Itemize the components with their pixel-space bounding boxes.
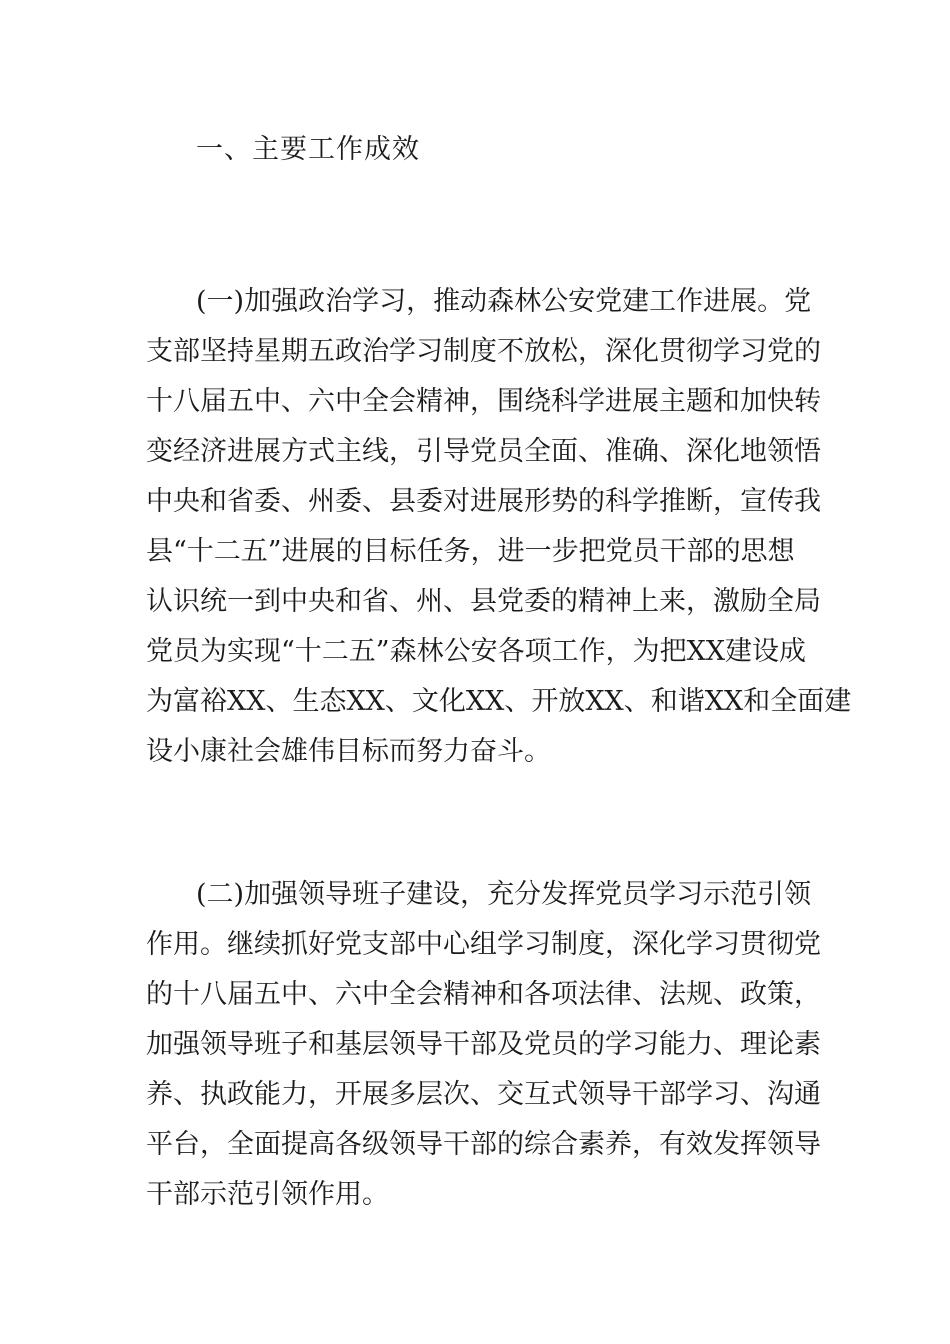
paragraph-line: 加强领导班子和基层领导干部及党员的学习能力、理论素 xyxy=(146,1029,821,1060)
paragraph-line: 为富裕XX、生态XX、文化XX、开放XX、和谐XX和全面建 xyxy=(146,686,852,717)
paragraph-line: 党员为实现“十二五”森林公安各项工作，为把XX建设成 xyxy=(146,636,807,667)
paragraph-line: (二)加强领导班子建设，充分发挥党员学习示范引领 xyxy=(196,879,812,910)
paragraph-line: 认识统一到中央和省、州、县党委的精神上来，激励全局 xyxy=(146,586,821,617)
paragraph-leadership-building xyxy=(0,870,950,1220)
paragraph-line: 县“十二五”进展的目标任务，进一步把党员干部的思想 xyxy=(146,536,795,567)
paragraph-line: 支部坚持星期五政治学习制度不放松，深化贯彻学习党的 xyxy=(146,336,821,367)
paragraph-line: 的十八届五中、六中全会精神和各项法律、法规、政策， xyxy=(146,979,821,1010)
paragraph-line: 作用。继续抓好党支部中心组学习制度，深化学习贯彻党 xyxy=(146,929,821,960)
paragraph-line: 设小康社会雄伟目标而努力奋斗。 xyxy=(146,736,551,767)
paragraph-line: 干部示范引领作用。 xyxy=(146,1179,389,1210)
paragraph-line: 中央和省委、州委、县委对进展形势的科学推断，宣传我 xyxy=(146,486,821,517)
paragraph-line: 变经济进展方式主线，引导党员全面、准确、深化地领悟 xyxy=(146,436,821,467)
paragraph-line: 平台，全面提高各级领导干部的综合素养，有效发挥领导 xyxy=(146,1129,821,1160)
paragraph-political-study xyxy=(0,277,950,777)
paragraph-line: 养、执政能力，开展多层次、交互式领导干部学习、沟通 xyxy=(146,1079,821,1110)
paragraph-line: 十八届五中、六中全会精神，围绕科学进展主题和加快转 xyxy=(146,386,821,417)
section-heading: 一、主要工作成效 xyxy=(196,134,420,165)
paragraph-line: (一)加强政治学习，推动森林公安党建工作进展。党 xyxy=(196,286,812,317)
